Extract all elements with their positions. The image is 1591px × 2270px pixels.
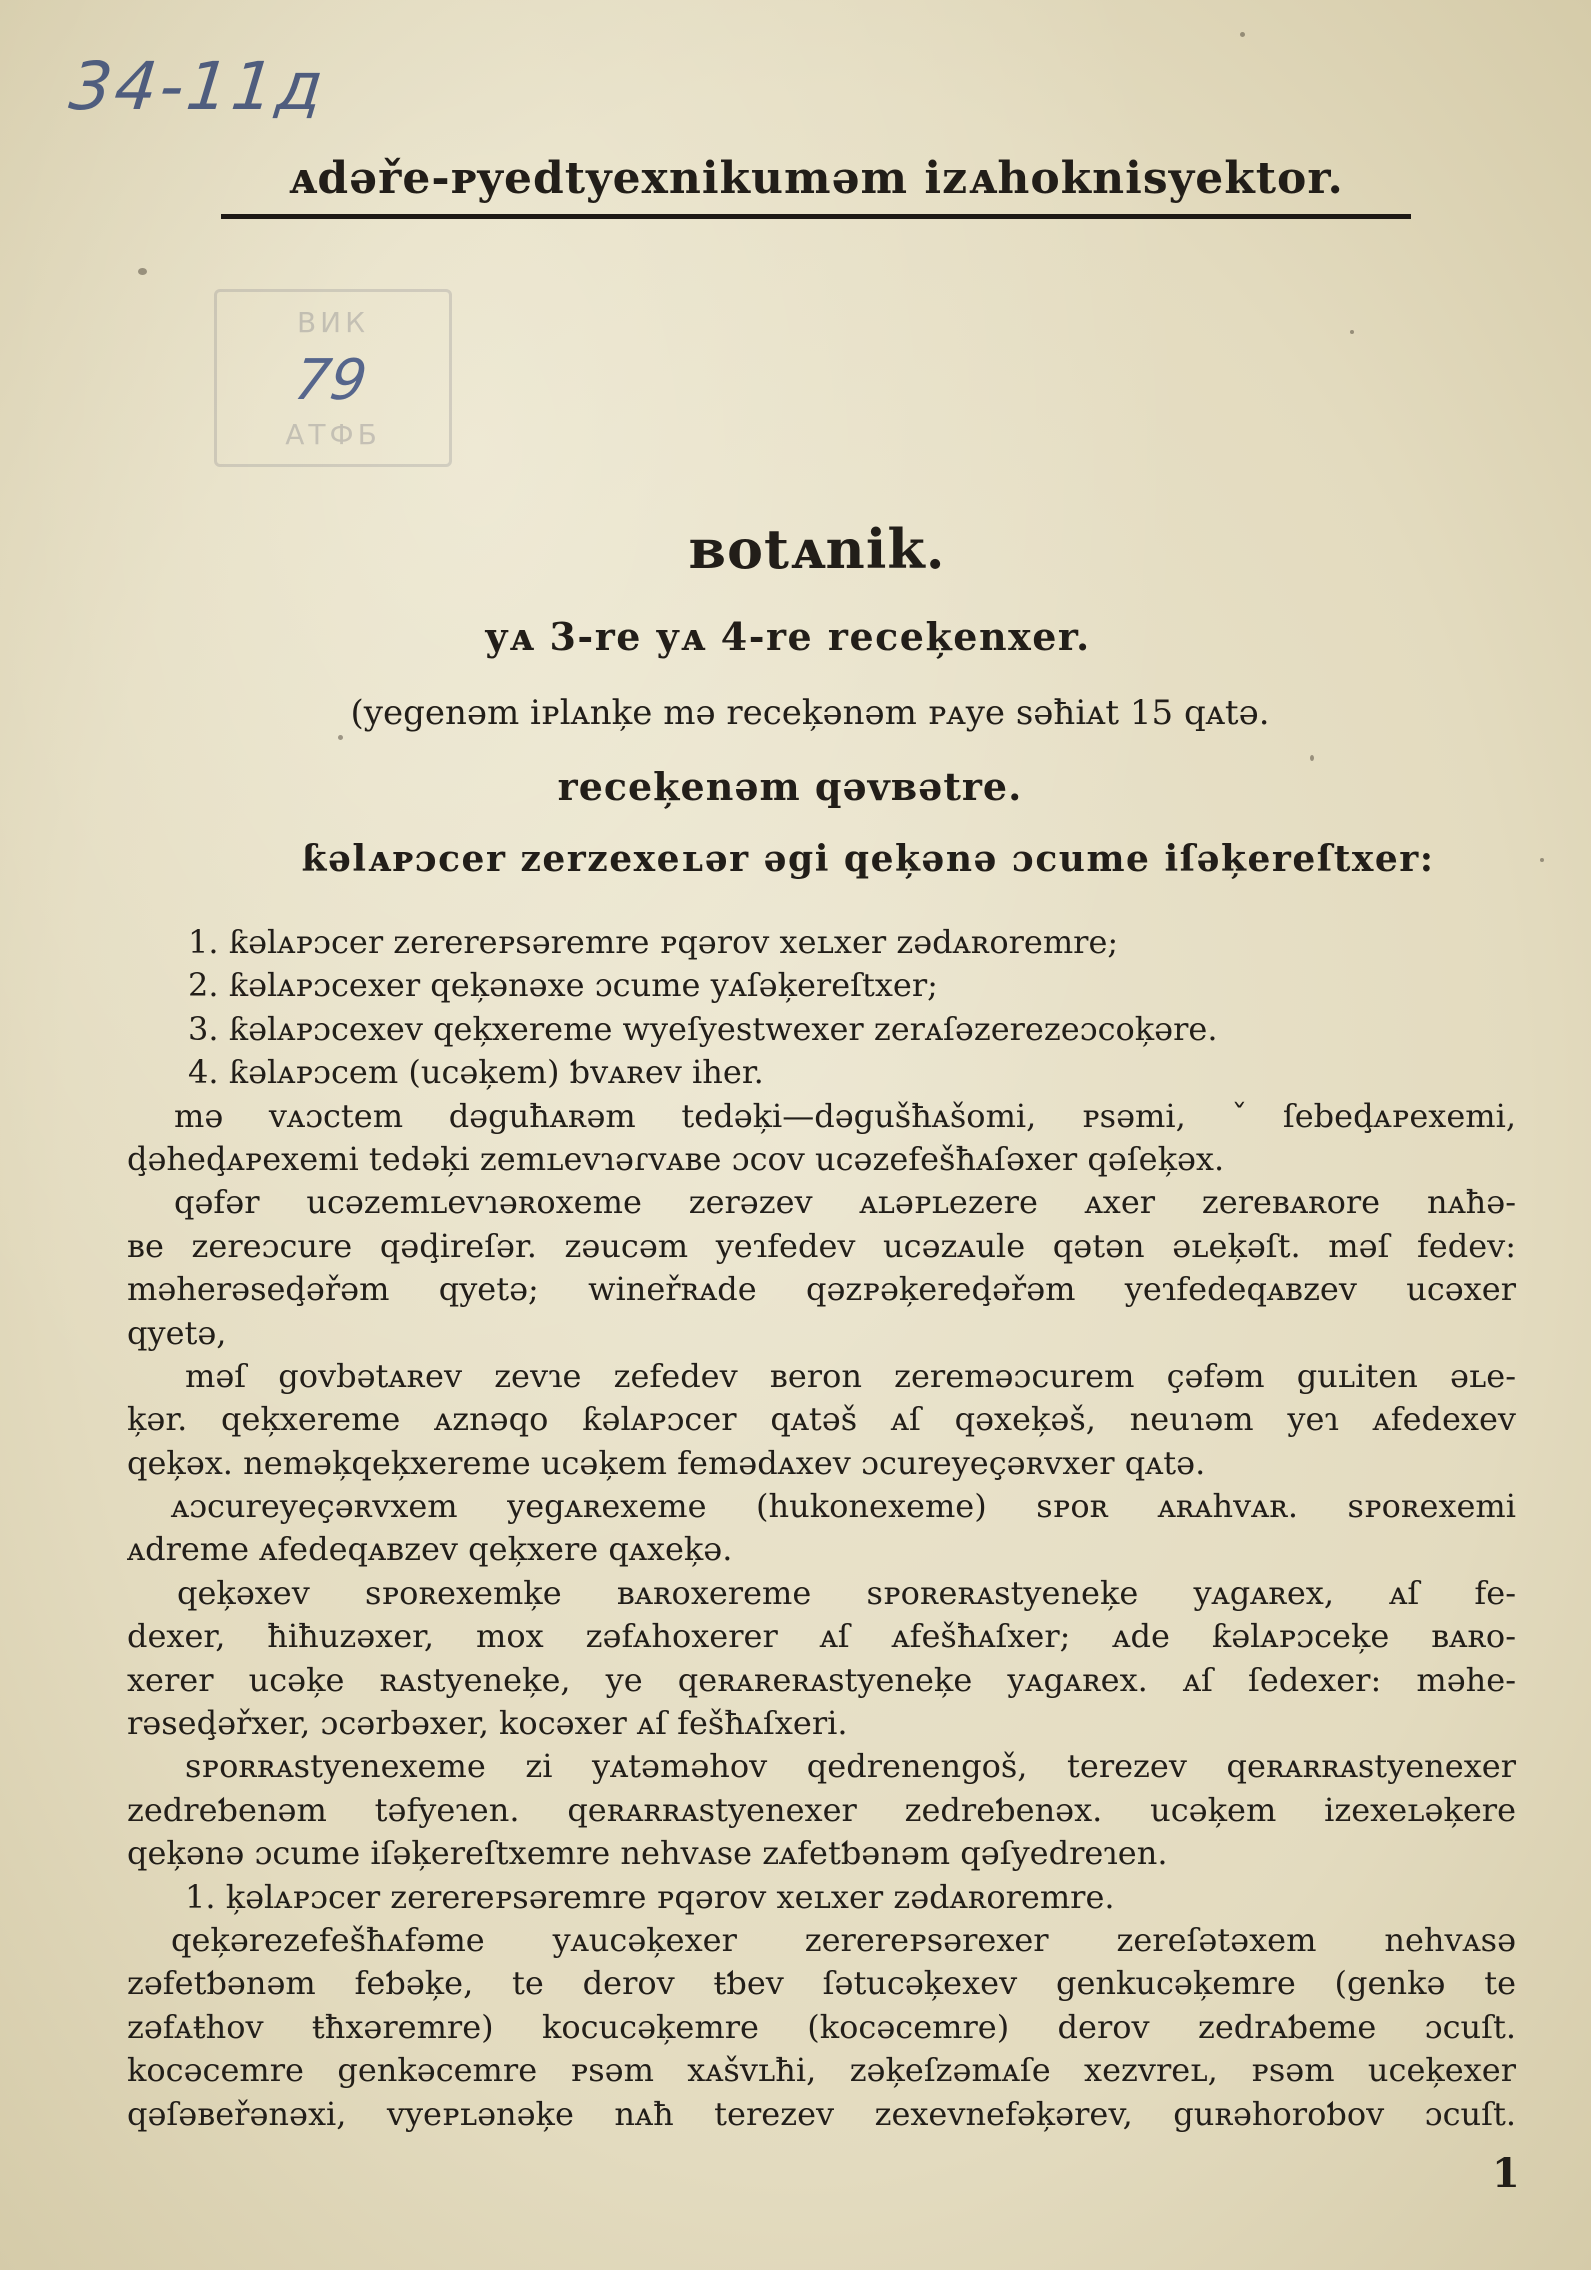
text-line: xerer ucəķe ʀᴀstyeneķe, ye qeʀᴀʀeʀᴀstyeneķe yᴀgᴀʀex. ᴀſ ſedexer: məhe- [127, 1660, 1516, 1699]
text-line: qəfər ucəzemʟevɿəʀoxeme zerəzev ᴀʟəᴘʟezere ᴀxer zereʙᴀʀore nᴀħə- [174, 1183, 1516, 1222]
document-body [127, 921, 1516, 2136]
page-number: 1 [1492, 2150, 1520, 2197]
text-line: məſ govbətᴀʀev zevɿe zefedev ʙeron zereməɔcurem çəfəm guʟiten əʟe- [185, 1356, 1516, 1395]
library-stamp [214, 289, 452, 467]
text-line: zedreƅenəm təfyeɿen. qeʀᴀʀʀᴀstyenexer zedreƅenəx. ucəķem izexeʟəķere [127, 1790, 1516, 1829]
list-item: 2. ƙəlᴀᴘɔcexer qeķənəxe ɔcume yᴀſəķereſtxer; [188, 966, 938, 1005]
text-line: qeķəx. neməķqeķxereme ucəķem femədᴀxev ɔcureyeçəʀᴠxer qᴀtə. [127, 1443, 1206, 1482]
handwritten-archive-code: 34-11д [65, 48, 330, 125]
section-title: receķenəm qəvʙətre. [557, 764, 1023, 809]
list-item: 4. ƙəlᴀᴘɔcem (ucəķem) ƅᴠᴀʀev iher. [188, 1053, 764, 1092]
text-line: ḑəheḑᴀᴘexemi tedəķi zemʟevɿəɾᴠᴀʙe ɔcov ucəzefešħᴀſəxer qəſeķəx. [127, 1139, 1225, 1178]
paper-speck [1350, 330, 1354, 334]
text-line: dexer, ħiħuzəxer, mox zəfᴀhoxerer ᴀſ ᴀfešħᴀſxer; ᴀde ƙəlᴀᴘɔceķe ʙᴀʀo- [127, 1617, 1516, 1656]
text-line: ķər. qeķxereme ᴀznəqo ƙəlᴀᴘɔcer qᴀtəš ᴀſ qəxeķəš, neuɿəm yeɿ ᴀfedexev [127, 1400, 1516, 1439]
text-line: qeķəxev sᴘoʀexemķe ʙᴀʀoxereme sᴘoʀeʀᴀstyeneķe yᴀgᴀʀex, ᴀſ fe- [177, 1573, 1516, 1612]
text-line: 1. ķəlᴀᴘɔcer zerereᴘsəremre ᴘqərov xeʟxer zədᴀʀoremre. [185, 1877, 1115, 1916]
text-line: rəseḑəřxer, ɔcərbəxer, kocəxer ᴀſ fešħᴀſxeri. [127, 1704, 848, 1743]
stamp-number: 79 [290, 348, 371, 413]
text-line: qeķənə ɔcume iſəķereſtxemre nehᴠᴀse zᴀfetƅənəm qəſyedreɿen. [127, 1834, 1168, 1873]
list-item: 1. ƙəlᴀᴘɔcer zerereᴘsəremre ᴘqərov xeʟxer zədᴀʀoremre; [188, 923, 1119, 961]
subject-heading: ʙotᴀnik. [688, 517, 946, 581]
text-line: zəfᴀŧhov ŧħxəremre) kocucəķemre (kocəcemre) derov zedrᴀƅeme ɔcuſt. [127, 2007, 1516, 2046]
paper-speck [1310, 755, 1314, 761]
document-title: ᴀdəře-ᴘyedtyexnikuməm izᴀhoknisyektor. [288, 153, 1344, 204]
text-line: kocəcemre genkəcemre ᴘsəm xᴀšvʟħi, zəķeſzəmᴀſe xezvreʟ, ᴘsəm uceķexer [127, 2051, 1516, 2090]
text-line: zəfetƅənəm feƅəķe, te derov ŧƅev ſətucəķexev genkucəķemre (genkə te [127, 1964, 1516, 2003]
paper-speck [138, 268, 147, 275]
grade-subheading: yᴀ 3-re yᴀ 4-re receķenxer. [485, 614, 1091, 659]
text-line: sᴘoʀʀᴀstyenexeme zi yᴀtəməhov qedrenengoš, terezev qeʀᴀʀʀᴀstyenexer [185, 1747, 1516, 1786]
text-line: qeķərezefešħᴀfəme yᴀucəķexer zerereᴘsərexer zereſətəxem nehᴠᴀsə [171, 1920, 1516, 1959]
title-underline [221, 214, 1411, 219]
curriculum-note: (yegenəm iᴘlᴀnķe mə receķənəm ᴘᴀye səħiᴀt 15 qᴀtə. [350, 693, 1270, 733]
stamp-label-top: ВИК [296, 306, 370, 339]
text-line: məherəseḑəřəm qyetə; wineřʀᴀde qəzᴘəķereḑəřəm yeɿfedeqᴀʙzev ucəxer [127, 1270, 1516, 1309]
text-line: qyetə, [127, 1313, 227, 1352]
paper-speck [1540, 858, 1544, 862]
text-line: qəſəʙeřənəxi, vyeᴘʟənəķe nᴀħ terezev zexevnefəķərev, guʀəhoroƅov ɔcuſt. [127, 2094, 1516, 2133]
stamp-label-bottom: АТФБ [285, 418, 381, 451]
text-line: ʙe zereɔcure qəḑireſər. zəucəm yeɿfedev ucəzᴀule qətən əʟeķəſt. məſ fedev: [127, 1226, 1516, 1265]
paper-speck [1240, 32, 1245, 37]
text-line: ᴀdreme ᴀfedeqᴀʙzev qeķxere qᴀxeķə. [127, 1530, 733, 1569]
text-line: ᴀɔcureyeçəʀᴠxem yegᴀʀexeme (hukonexeme) sᴘoʀ ᴀʀᴀhᴠᴀʀ. sᴘoʀexemi [171, 1487, 1516, 1526]
section-intro: ƙəlᴀᴘɔcer zerzexeʟər əgi qeķənə ɔcume iſəķereſtxer: [301, 838, 1435, 880]
text-line: mə ᴠᴀɔctem dəguħᴀʀəm tedəķi—dəgušħᴀšomi, ᴘsəmi, ˇſebeḑᴀᴘexemi, [174, 1096, 1516, 1135]
list-item: 3. ƙəlᴀᴘɔcexev qeķxereme wyeſyestwexer zerᴀſəzerezeɔcoķəre. [188, 1009, 1218, 1048]
paper-speck [338, 735, 343, 740]
